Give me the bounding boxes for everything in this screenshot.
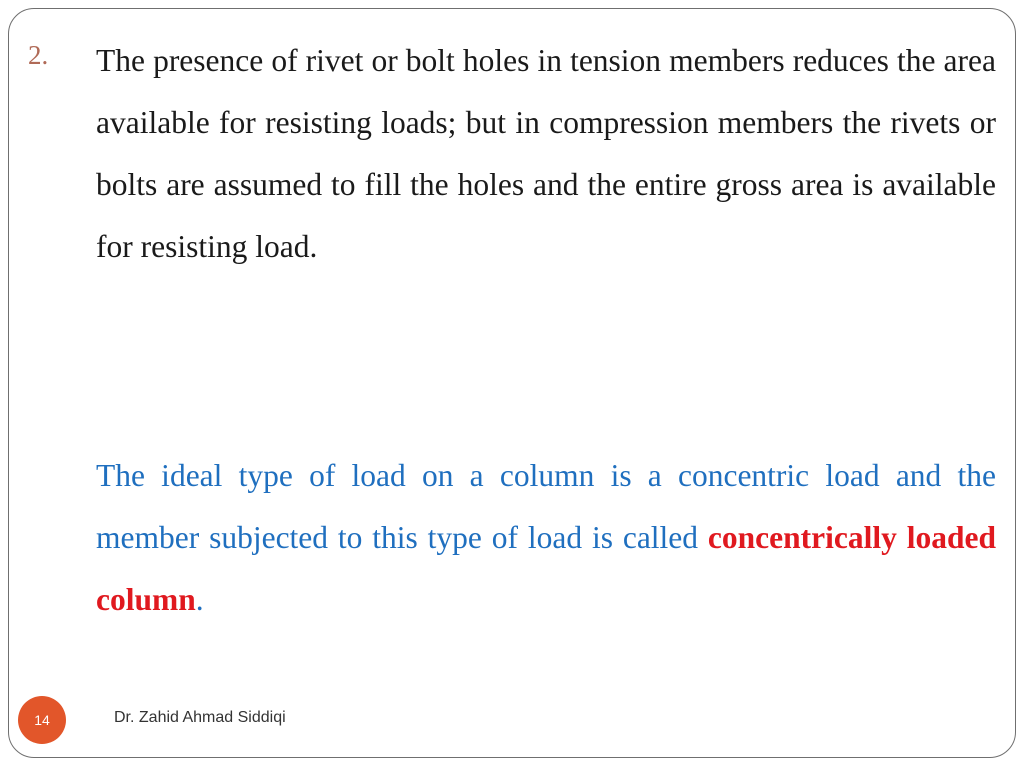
item-number: 2.: [28, 40, 49, 70]
paragraph-tension-members: The presence of rivet or bolt holes in tension members reduces the area available for resisting loads; but in compression members the rivets or bolts are assumed to fill the holes and the entire gross area is available for resisting load.: [96, 43, 996, 264]
highlight-term: concentrically loaded column: [96, 520, 996, 617]
paragraph-end-period: .: [195, 582, 204, 617]
page-number-badge: 14: [18, 696, 66, 744]
author-name: Dr. Zahid Ahmad Siddiqi: [114, 709, 286, 726]
paragraph-concentric-load: [96, 445, 996, 631]
paragraph-concentric-load-text: The ideal type of load on a column is a concentric load and the member subjected to this type of load is called: [96, 458, 996, 555]
